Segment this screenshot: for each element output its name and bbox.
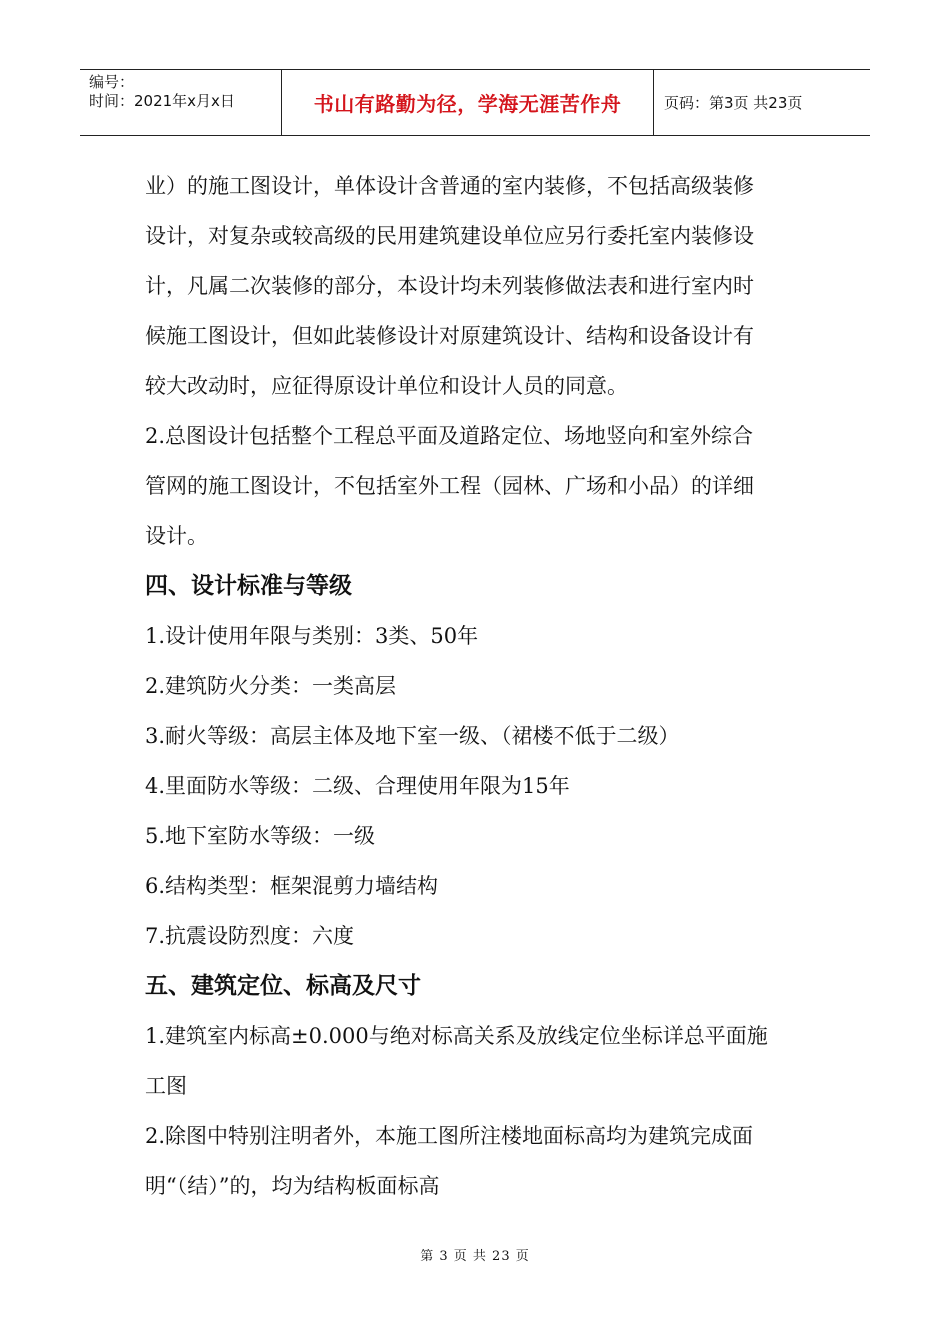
list-item: 明“（结）”的，均为结构板面标高 xyxy=(145,1174,440,1198)
section-heading: 四、设计标准与等级 xyxy=(145,573,352,599)
header-motto-cell xyxy=(282,70,654,135)
code-label: 编号： xyxy=(89,73,135,91)
body-line: 2.总图设计包括整个工程总平面及道路定位、场地竖向和室外综合 xyxy=(145,424,754,448)
body-line: 计，凡属二次装修的部分，本设计均未列装修做法表和进行室内时 xyxy=(145,274,754,298)
list-item: 6.结构类型：框架混剪力墙结构 xyxy=(145,874,439,898)
page-info: 页码：第3页 共23页 xyxy=(664,94,803,112)
list-item: 3.耐火等级：高层主体及地下室一级、（裙楼不低于二级） xyxy=(145,724,680,748)
body-line: 候施工图设计，但如此装修设计对原建筑设计、结构和设备设计有 xyxy=(145,324,754,348)
body-line: 业）的施工图设计，单体设计含普通的室内装修，不包括高级装修 xyxy=(145,174,754,198)
list-item: 1.建筑室内标高±0.000与绝对标高关系及放线定位坐标详总平面施 xyxy=(145,1024,768,1048)
list-item: 工图 xyxy=(145,1074,187,1098)
footer-page-number: 第 3 页 共 23 页 xyxy=(420,1249,530,1264)
list-item: 2.除图中特别注明者外，本施工图所注楼地面标高均为建筑完成面 xyxy=(145,1124,754,1148)
header-table xyxy=(80,69,870,136)
header-page-cell xyxy=(654,70,870,135)
body-line: 设计，对复杂或较高级的民用建筑建设单位应另行委托室内装修设 xyxy=(145,224,754,248)
body-line: 设计。 xyxy=(145,524,208,548)
motto-text: 书山有路勤为径，学海无涯苦作舟 xyxy=(313,92,622,116)
page-footer xyxy=(0,1245,950,1264)
section-heading: 五、建筑定位、标高及尺寸 xyxy=(145,973,421,999)
header-meta-cell xyxy=(80,70,282,135)
list-item: 1.设计使用年限与类别：3类、50年 xyxy=(145,624,479,648)
list-item: 4.里面防水等级：二级、合理使用年限为15年 xyxy=(145,774,570,798)
document-body xyxy=(145,161,810,1211)
date-label: 时间：2021年x月x日 xyxy=(89,92,235,110)
list-item: 5.地下室防水等级：一级 xyxy=(145,824,376,848)
body-line: 较大改动时，应征得原设计单位和设计人员的同意。 xyxy=(145,374,628,398)
list-item: 2.建筑防火分类：一类高层 xyxy=(145,674,397,698)
list-item: 7.抗震设防烈度：六度 xyxy=(145,924,355,948)
body-line: 管网的施工图设计，不包括室外工程（园林、广场和小品）的详细 xyxy=(145,474,754,498)
